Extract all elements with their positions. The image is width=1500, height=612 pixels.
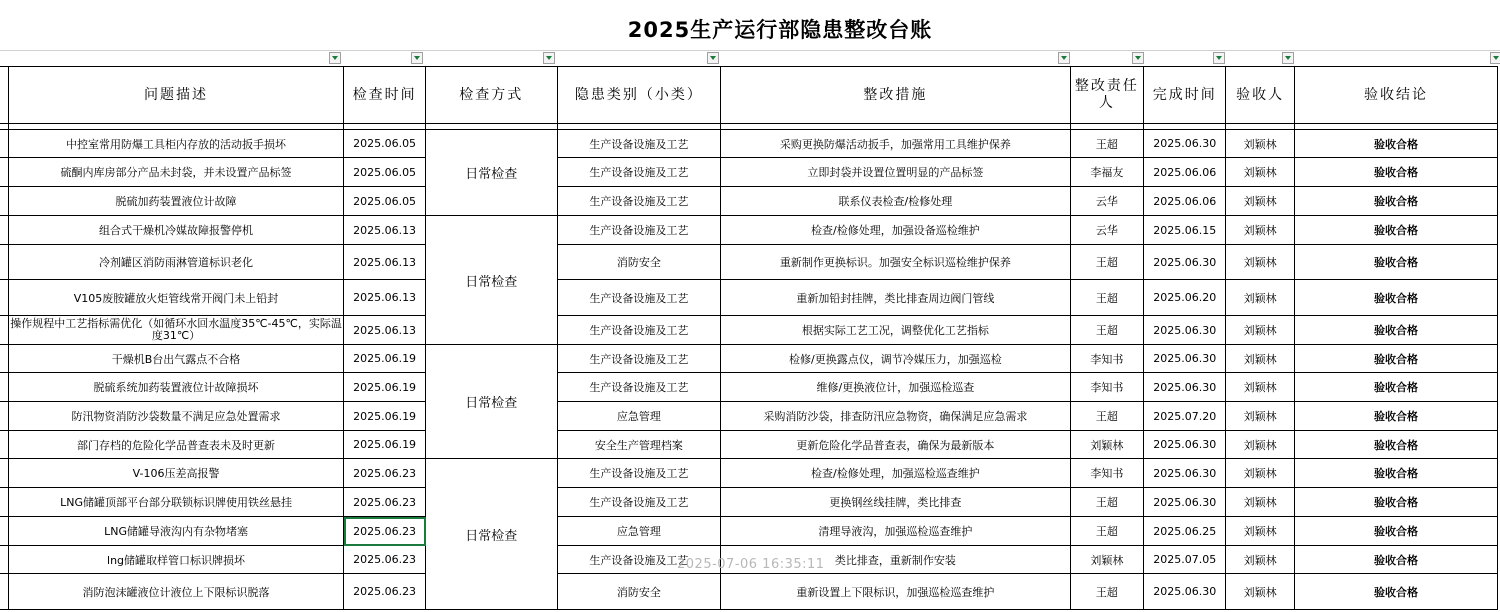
table-row: [0, 316, 1498, 345]
col-header-done[interactable]: 完成时间: [1144, 67, 1226, 124]
cell-acceptor[interactable]: 刘颖林: [1226, 158, 1295, 187]
cell-measure[interactable]: 检查/检修处理，加强设备巡检维护: [721, 216, 1070, 245]
cell-category[interactable]: 消防安全: [557, 245, 721, 280]
cell-acceptor[interactable]: 刘颖林: [1226, 245, 1295, 280]
cell-owner[interactable]: 王超: [1070, 280, 1144, 316]
col-header-time[interactable]: 检查时间: [344, 67, 426, 124]
cell-desc[interactable]: 操作规程中工艺指标需优化（如循环水回水温度35℃-45℃，实际温度31℃）: [8, 316, 343, 345]
sheet-title: 2025生产运行部隐患整改台账: [627, 18, 933, 42]
cell-conclusion[interactable]: 验收合格: [1295, 216, 1498, 245]
col-header-owner[interactable]: 整改责任人: [1070, 67, 1144, 124]
filter-dropdown-icon[interactable]: [1282, 52, 1294, 64]
cell-conclusion[interactable]: 验收合格: [1295, 373, 1498, 402]
col-header-measure[interactable]: 整改措施: [721, 67, 1070, 124]
cell-desc[interactable]: LNG储罐顶部平台部分联锁标识牌使用铁丝悬挂: [8, 488, 343, 517]
cell-acceptor[interactable]: 刘颖林: [1226, 187, 1295, 216]
cell-desc[interactable]: 防汛物资消防沙袋数量不满足应急处置需求: [8, 402, 343, 431]
cell-owner[interactable]: 李知书: [1070, 459, 1144, 488]
cell-time[interactable]: 2025.06.05: [344, 158, 426, 187]
timestamp-watermark: 2025-07-06 16:35:11: [677, 557, 825, 572]
cell-category[interactable]: 生产设备设施及工艺: [557, 459, 721, 488]
cell-measure[interactable]: 重新制作更换标识。加强安全标识巡检维护保养: [721, 245, 1070, 280]
cell-category[interactable]: 生产设备设施及工艺: [557, 158, 721, 187]
cell-acceptor[interactable]: 刘颖林: [1226, 431, 1295, 459]
cell-done[interactable]: 2025.06.30: [1144, 431, 1226, 459]
cell-done[interactable]: 2025.06.30: [1144, 130, 1226, 158]
cell-owner[interactable]: 王超: [1070, 402, 1144, 431]
cell-conclusion[interactable]: 验收合格: [1295, 158, 1498, 187]
cell-conclusion[interactable]: 验收合格: [1295, 402, 1498, 431]
table-row: [0, 245, 1498, 280]
cell-done[interactable]: 2025.07.05: [1144, 546, 1226, 574]
cell-conclusion[interactable]: 验收合格: [1295, 130, 1498, 158]
cell-acceptor[interactable]: 刘颖林: [1226, 130, 1295, 158]
col-header-conclusion[interactable]: 验收结论: [1295, 67, 1498, 124]
cell-desc[interactable]: 干燥机B台出气露点不合格: [8, 345, 343, 373]
cell-category[interactable]: 生产设备设施及工艺: [557, 316, 721, 345]
cell-time[interactable]: 2025.06.13: [344, 245, 426, 280]
cell-done[interactable]: 2025.06.06: [1144, 158, 1226, 187]
cell-done[interactable]: 2025.06.30: [1144, 316, 1226, 345]
hazard-ledger-table: [0, 66, 1498, 610]
cell-desc[interactable]: V105废胺罐放火炬管线常开阀门未上铅封: [8, 280, 343, 316]
filter-dropdown-icon[interactable]: [1058, 52, 1070, 64]
header-row: [0, 67, 1498, 124]
cell-category[interactable]: 应急管理: [557, 402, 721, 431]
cell-done[interactable]: 2025.06.30: [1144, 574, 1226, 610]
cell-category[interactable]: 生产设备设施及工艺: [557, 187, 721, 216]
cell-time[interactable]: 2025.06.23: [344, 574, 426, 610]
cell-conclusion[interactable]: 验收合格: [1295, 431, 1498, 459]
cell-desc[interactable]: 部门存档的危险化学品普查表未及时更新: [8, 431, 343, 459]
cell-acceptor[interactable]: 刘颖林: [1226, 280, 1295, 316]
table-row: [0, 373, 1498, 402]
cell-measure[interactable]: 采购消防沙袋，排查防汛应急物资，确保满足应急需求: [721, 402, 1070, 431]
table-row: [0, 216, 1498, 245]
cell-acceptor[interactable]: 刘颖林: [1226, 517, 1295, 546]
table-row: [0, 345, 1498, 373]
cell-acceptor[interactable]: 刘颖林: [1226, 488, 1295, 517]
cell-time[interactable]: 2025.06.23: [344, 459, 426, 488]
cell-desc[interactable]: 组合式干燥机冷媒故障报警停机: [8, 216, 343, 245]
cell-acceptor[interactable]: 刘颖林: [1226, 316, 1295, 345]
cell-category[interactable]: 生产设备设施及工艺: [557, 373, 721, 402]
cell-category[interactable]: 生产设备设施及工艺: [557, 345, 721, 373]
cell-measure[interactable]: 检查/检修处理，加强巡检巡查维护: [721, 459, 1070, 488]
cell-conclusion[interactable]: 验收合格: [1295, 280, 1498, 316]
cell-category[interactable]: 消防安全: [557, 574, 721, 610]
cell-conclusion[interactable]: 验收合格: [1295, 546, 1498, 574]
cell-method[interactable]: 日常检查: [426, 345, 557, 459]
cell-desc[interactable]: 消防泡沫罐液位计液位上下限标识脱落: [8, 574, 343, 610]
table-row: [0, 459, 1498, 488]
cell-done[interactable]: 2025.07.20: [1144, 402, 1226, 431]
cell-done[interactable]: 2025.06.25: [1144, 517, 1226, 546]
table-row: [0, 574, 1498, 610]
cell-time[interactable]: 2025.06.05: [344, 130, 426, 158]
cell-owner[interactable]: 云华: [1070, 187, 1144, 216]
cell-method[interactable]: 日常检查: [426, 216, 557, 345]
cell-measure[interactable]: 维修/更换液位计，加强巡检巡查: [721, 373, 1070, 402]
cell-time[interactable]: 2025.06.13: [344, 316, 426, 345]
cell-conclusion[interactable]: 验收合格: [1295, 245, 1498, 280]
cell-done[interactable]: 2025.06.15: [1144, 216, 1226, 245]
cell-acceptor[interactable]: 刘颖林: [1226, 546, 1295, 574]
table-row: [0, 517, 1498, 546]
cell-desc[interactable]: 脱硫加药装置液位计故障: [8, 187, 343, 216]
cell-acceptor[interactable]: 刘颖林: [1226, 345, 1295, 373]
table-row: [0, 280, 1498, 316]
cell-done[interactable]: 2025.06.06: [1144, 187, 1226, 216]
cell-time[interactable]: 2025.06.05: [344, 187, 426, 216]
cell-owner[interactable]: 李知书: [1070, 373, 1144, 402]
cell-time[interactable]: 2025.06.19: [344, 345, 426, 373]
cell-measure[interactable]: 立即封袋并设置位置明显的产品标签: [721, 158, 1070, 187]
cell-desc[interactable]: 硫酮内库房部分产品未封袋，并未设置产品标签: [8, 158, 343, 187]
cell-acceptor[interactable]: 刘颖林: [1226, 402, 1295, 431]
cell-conclusion[interactable]: 验收合格: [1295, 574, 1498, 610]
cell-time[interactable]: 2025.06.13: [344, 216, 426, 245]
cell-owner[interactable]: 王超: [1070, 245, 1144, 280]
table-row: [0, 402, 1498, 431]
cell-category[interactable]: 生产设备设施及工艺: [557, 546, 721, 574]
cell-measure[interactable]: 更换钢丝线挂牌，类比排查: [721, 488, 1070, 517]
cell-measure[interactable]: 联系仪表检查/检修处理: [721, 187, 1070, 216]
cell-category[interactable]: 生产设备设施及工艺: [557, 280, 721, 316]
filter-dropdown-icon[interactable]: [1490, 52, 1500, 64]
cell-category[interactable]: 应急管理: [557, 517, 721, 546]
table-row: [0, 187, 1498, 216]
cell-time[interactable]: 2025.06.19: [344, 373, 426, 402]
cell-acceptor[interactable]: 刘颖林: [1226, 459, 1295, 488]
cell-measure[interactable]: 清理导液沟，加强巡检巡查维护: [721, 517, 1070, 546]
filter-dropdown-icon[interactable]: [329, 52, 341, 64]
cell-time[interactable]: 2025.06.19: [344, 431, 426, 459]
cell-desc[interactable]: V-106压差高报警: [8, 459, 343, 488]
autofilter-bar: [0, 50, 1500, 67]
cell-owner[interactable]: 王超: [1070, 574, 1144, 610]
cell-conclusion[interactable]: 验收合格: [1295, 345, 1498, 373]
cell-method[interactable]: 日常检查: [426, 130, 557, 216]
cell-conclusion[interactable]: 验收合格: [1295, 488, 1498, 517]
filter-dropdown-icon[interactable]: [411, 52, 423, 64]
table-row: [0, 158, 1498, 187]
cell-done[interactable]: 2025.06.30: [1144, 488, 1226, 517]
cell-acceptor[interactable]: 刘颖林: [1226, 574, 1295, 610]
cell-category[interactable]: 生产设备设施及工艺: [557, 488, 721, 517]
cell-method[interactable]: 日常检查: [426, 459, 557, 610]
cell-desc[interactable]: 脱硫系统加药装置液位计故障损坏: [8, 373, 343, 402]
cell-measure[interactable]: 检修/更换露点仪，调节冷媒压力，加强巡检: [721, 345, 1070, 373]
filter-dropdown-icon[interactable]: [543, 52, 555, 64]
cell-owner[interactable]: 王超: [1070, 517, 1144, 546]
cell-desc[interactable]: 中控室常用防爆工具柜内存放的活动扳手损坏: [8, 130, 343, 158]
cell-category[interactable]: 生产设备设施及工艺: [557, 130, 721, 158]
cell-owner[interactable]: 云华: [1070, 216, 1144, 245]
cell-measure[interactable]: 采购更换防爆活动扳手，加强常用工具维护保养: [721, 130, 1070, 158]
cell-done[interactable]: 2025.06.30: [1144, 345, 1226, 373]
cell-acceptor[interactable]: 刘颖林: [1226, 216, 1295, 245]
cell-measure[interactable]: 类比排查，重新制作安装: [721, 546, 1070, 574]
cell-desc[interactable]: 冷剂罐区消防雨淋管道标识老化: [8, 245, 343, 280]
cell-time[interactable]: 2025.06.23: [344, 488, 426, 517]
cell-owner[interactable]: 李福友: [1070, 158, 1144, 187]
cell-conclusion[interactable]: 验收合格: [1295, 187, 1498, 216]
cell-measure[interactable]: 重新加铅封挂牌，类比排查周边阀门管线: [721, 280, 1070, 316]
col-header-method[interactable]: 检查方式: [426, 67, 557, 124]
cell-category[interactable]: 安全生产管理档案: [557, 431, 721, 459]
table-row: [0, 488, 1498, 517]
cell-owner[interactable]: 王超: [1070, 488, 1144, 517]
filter-dropdown-icon[interactable]: [1132, 52, 1144, 64]
cell-measure[interactable]: 根据实际工艺工况，调整优化工艺指标: [721, 316, 1070, 345]
cell-acceptor[interactable]: 刘颖林: [1226, 373, 1295, 402]
table-row: [0, 130, 1498, 158]
cell-done[interactable]: 2025.06.30: [1144, 245, 1226, 280]
table-row: [0, 431, 1498, 459]
row-gutter: [0, 67, 8, 124]
cell-desc[interactable]: lng储罐取样管口标识牌损坏: [8, 546, 343, 574]
cell-measure[interactable]: 重新设置上下限标识，加强巡检巡查维护: [721, 574, 1070, 610]
filter-dropdown-icon[interactable]: [1213, 52, 1225, 64]
cell-owner[interactable]: 刘颖林: [1070, 546, 1144, 574]
cell-time[interactable]: 2025.06.13: [344, 280, 426, 316]
cell-measure[interactable]: 更新危险化学品普查表，确保为最新版本: [721, 431, 1070, 459]
cell-time[interactable]: 2025.06.19: [344, 402, 426, 431]
cell-conclusion[interactable]: 验收合格: [1295, 459, 1498, 488]
cell-owner[interactable]: 王超: [1070, 130, 1144, 158]
cell-desc[interactable]: LNG储罐导液沟内有杂物堵塞: [8, 517, 343, 546]
cell-owner[interactable]: 王超: [1070, 316, 1144, 345]
col-header-acceptor[interactable]: 验收人: [1226, 67, 1295, 124]
cell-conclusion[interactable]: 验收合格: [1295, 517, 1498, 546]
cell-time[interactable]: 2025.06.23: [344, 546, 426, 574]
filter-dropdown-icon[interactable]: [707, 52, 719, 64]
cell-done[interactable]: 2025.06.30: [1144, 373, 1226, 402]
col-header-desc[interactable]: 问题描述: [8, 67, 343, 124]
col-header-category[interactable]: 隐患类别（小类）: [557, 67, 721, 124]
cell-done[interactable]: 2025.06.30: [1144, 459, 1226, 488]
cell-owner[interactable]: 李知书: [1070, 345, 1144, 373]
cell-done[interactable]: 2025.06.20: [1144, 280, 1226, 316]
cell-owner[interactable]: 刘颖林: [1070, 431, 1144, 459]
selected-cell-time[interactable]: 2025.06.23: [344, 517, 426, 546]
cell-conclusion[interactable]: 验收合格: [1295, 316, 1498, 345]
cell-category[interactable]: 生产设备设施及工艺: [557, 216, 721, 245]
